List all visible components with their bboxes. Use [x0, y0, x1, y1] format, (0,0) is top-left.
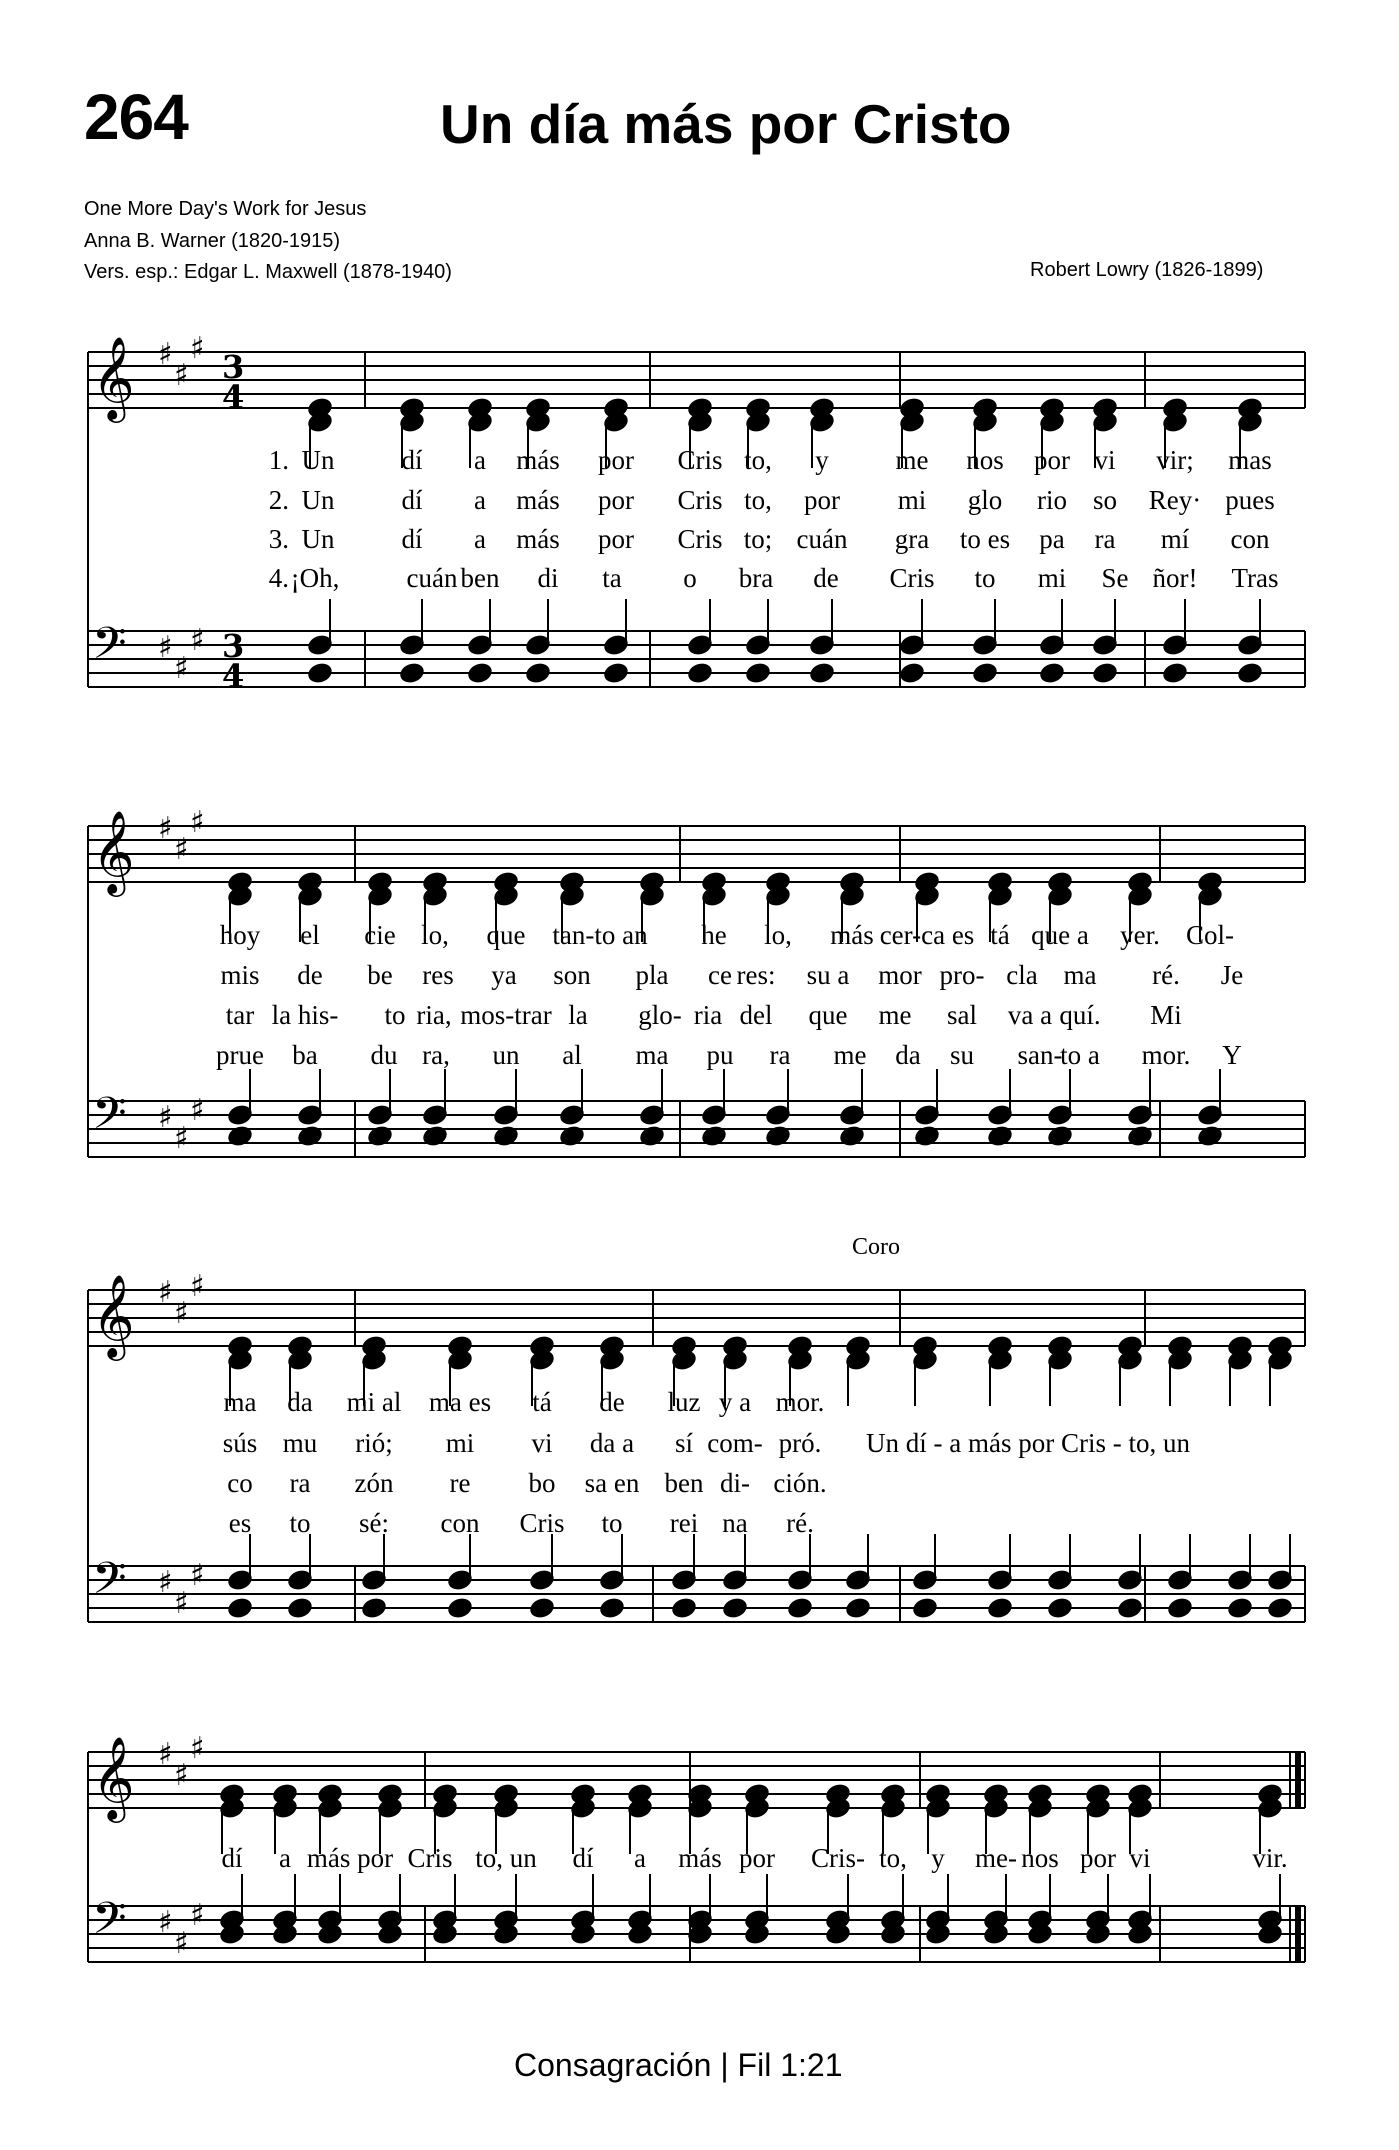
lyric-syllable: más	[516, 485, 560, 515]
lyric-syllable: vir.	[1252, 1843, 1288, 1873]
lyric-syllable: más por	[306, 1843, 394, 1873]
lyric-syllable: pró.	[778, 1428, 822, 1458]
lyric-syllable: pu	[706, 1040, 734, 1070]
note-head	[912, 1597, 938, 1620]
hymn-title: Un día más por Cristo	[440, 93, 1012, 155]
lyric-syllable: na	[722, 1508, 748, 1538]
lyric-syllable: sal	[947, 1000, 977, 1030]
lyric-syllable: ba	[292, 1040, 318, 1070]
lyric-syllable: ¡Oh,	[290, 563, 340, 593]
lyric-syllable: to,	[744, 485, 772, 515]
sharp-icon: ♯	[158, 811, 173, 846]
lyric-syllable: san-	[1017, 1040, 1063, 1070]
lyric-syllable: da	[895, 1040, 921, 1070]
lyric-syllable: mor	[878, 960, 922, 990]
lyric-syllable: más	[678, 1843, 722, 1873]
lyric-syllable: res:	[736, 960, 776, 990]
sharp-icon: ♯	[158, 1737, 173, 1772]
note-head	[361, 1597, 387, 1620]
sharp-icon: ♯	[174, 1758, 189, 1793]
lyric-syllable: pa	[1039, 524, 1065, 554]
lyric-syllable: Se	[1101, 563, 1129, 593]
note-head	[1267, 1597, 1293, 1620]
note-head	[1237, 662, 1263, 685]
sharp-icon: ♯	[158, 1565, 173, 1600]
lyric-syllable: ce	[708, 960, 732, 990]
note-head	[687, 662, 713, 685]
lyric-syllable: dí	[221, 1843, 243, 1873]
lyric-syllable: da a	[589, 1428, 635, 1458]
lyric-syllable: re	[449, 1468, 471, 1498]
bass-clef-icon: 𝄢	[92, 1552, 127, 1615]
lyric-syllable: rei	[669, 1508, 699, 1538]
lyric-syllable: rio	[1037, 485, 1067, 515]
lyric-syllable: mos-trar	[460, 1000, 552, 1030]
lyric-syllable: to;	[743, 524, 773, 554]
lyric-syllable: sús	[222, 1428, 258, 1458]
lyric-syllable: sa en	[584, 1468, 640, 1498]
lyric-syllable: ra	[289, 1468, 311, 1498]
lyric-syllable: vir;	[1156, 445, 1194, 475]
time-signature-bottom: 4	[222, 378, 245, 416]
treble-clef-icon: 𝄞	[92, 809, 135, 893]
note-head	[671, 1597, 697, 1620]
lyric-syllable: ya	[491, 960, 517, 990]
lyric-syllable: la his-	[271, 1000, 339, 1030]
lyric-syllable: ben	[460, 563, 500, 593]
note-head	[603, 662, 629, 685]
sharp-icon: ♯	[190, 1731, 205, 1766]
lyric-syllable: mi	[897, 485, 927, 515]
treble-clef-icon: 𝄞	[92, 335, 135, 419]
treble-clef-icon: 𝄞	[92, 1273, 135, 1357]
note-head	[1167, 1597, 1193, 1620]
lyric-syllable: ria,	[416, 1000, 452, 1030]
lyric-syllable: bra	[738, 563, 774, 593]
lyric-syllable: di	[537, 563, 559, 593]
lyric-syllable: dí	[572, 1843, 594, 1873]
lyric-syllable: Y	[1222, 1040, 1242, 1070]
lyric-syllable: me	[895, 445, 929, 475]
lyric-syllable: ñor!	[1152, 563, 1198, 593]
lyric-syllable: me-	[975, 1843, 1017, 1873]
lyric-syllable: dí	[401, 485, 423, 515]
hymn-number: 264	[84, 81, 188, 153]
note-head	[227, 1597, 253, 1620]
lyric-syllable: vi	[1094, 445, 1116, 475]
lyric-syllable: más	[830, 920, 874, 950]
note-head	[722, 1597, 748, 1620]
lyric-syllable: com-	[707, 1428, 763, 1458]
lyric-syllable: tá	[532, 1387, 552, 1417]
note-head	[1047, 1597, 1073, 1620]
lyric-syllable: Un	[301, 485, 335, 515]
lyric-syllable: Un	[301, 445, 335, 475]
sharp-icon: ♯	[174, 1296, 189, 1331]
note-head	[467, 662, 493, 685]
footer-topic-reference: Consagración | Fil 1:21	[514, 2047, 843, 2083]
sharp-icon: ♯	[174, 358, 189, 393]
sharp-icon: ♯	[190, 623, 205, 658]
lyric-syllable: glo	[967, 485, 1003, 515]
lyric-syllable: zón	[354, 1468, 394, 1498]
lyric-syllable: vi	[1129, 1843, 1151, 1873]
lyric-syllable: to, un	[475, 1843, 537, 1873]
sharp-icon: ♯	[190, 805, 205, 840]
lyric-syllable: Cris	[677, 485, 723, 515]
lyric-syllable: Cris	[677, 445, 723, 475]
sharp-icon: ♯	[174, 832, 189, 867]
chorus-label: Coro	[852, 1234, 900, 1260]
verse-number-1: 1.	[268, 445, 289, 475]
lyric-syllable: be	[367, 960, 393, 990]
sharp-icon: ♯	[174, 1586, 189, 1621]
lyric-syllable: tá	[990, 920, 1010, 950]
lyric-syllable: tan-to an	[552, 920, 648, 950]
lyric-syllable: de	[813, 563, 839, 593]
bass-clef-icon: 𝄢	[92, 617, 127, 680]
lyric-syllable: ma	[1063, 960, 1097, 990]
lyric-syllable: mi	[445, 1428, 475, 1458]
lyric-syllable: Rey·	[1148, 485, 1202, 515]
author-credit: Anna B. Warner (1820-1915)	[84, 230, 341, 252]
lyric-syllable: y	[815, 445, 829, 475]
verse-number-2: 2.	[268, 485, 289, 515]
lyric-syllable: res	[422, 960, 454, 990]
sharp-icon: ♯	[190, 1093, 205, 1128]
lyric-syllable: di-	[720, 1468, 750, 1498]
lyric-syllable: to es	[959, 524, 1011, 554]
lyric-syllable: su a	[806, 960, 850, 990]
lyric-syllable: nos	[1021, 1843, 1059, 1873]
lyric-syllable: al	[562, 1040, 582, 1070]
lyric-syllable: va a	[1007, 1000, 1053, 1030]
sharp-icon: ♯	[174, 1926, 189, 1961]
lyric-syllable: to a	[1060, 1040, 1100, 1070]
lyric-syllable: pla	[635, 960, 669, 990]
note-head	[1117, 1597, 1143, 1620]
lyric-syllable: sé:	[359, 1508, 389, 1538]
lyric-syllable: es	[228, 1508, 252, 1538]
lyric-syllable: del	[739, 1000, 773, 1030]
chorus-lyric-line: Un dí - a más por Cris - to, un	[866, 1428, 1190, 1458]
treble-staff	[88, 805, 1305, 897]
lyric-syllable: to	[974, 563, 996, 593]
translator-credit: Vers. esp.: Edgar L. Maxwell (1878-1940)	[84, 261, 452, 283]
lyric-syllable: Cris	[407, 1843, 453, 1873]
sharp-icon: ♯	[158, 1100, 173, 1135]
lyric-syllable: Tras	[1231, 563, 1279, 593]
lyric-syllable: un	[492, 1040, 520, 1070]
note-head	[787, 1597, 813, 1620]
lyric-syllable: ré.	[1152, 960, 1180, 990]
lyric-syllable: a	[474, 524, 486, 554]
lyric-syllable: cuán	[796, 524, 848, 554]
lyric-syllable: tar	[225, 1000, 255, 1030]
lyric-syllable: o	[683, 563, 697, 593]
lyric-syllable: Col-	[1185, 920, 1235, 950]
lyric-syllable: lo,	[764, 920, 792, 950]
english-title: One More Day's Work for Jesus	[84, 198, 367, 220]
lyric-syllable: gra	[894, 524, 930, 554]
lyric-syllable: mu	[282, 1428, 318, 1458]
lyric-syllable: a	[474, 445, 486, 475]
lyric-syllable: Cris	[677, 524, 723, 554]
lyric-syllable: de	[599, 1387, 625, 1417]
note-head	[399, 662, 425, 685]
lyric-syllable: mor.	[1141, 1040, 1191, 1070]
lyric-syllable: más	[516, 445, 560, 475]
note-head	[1162, 662, 1188, 685]
lyric-syllable: cuán	[406, 563, 458, 593]
note-head	[1039, 662, 1065, 685]
lyric-syllable: ma	[223, 1387, 257, 1417]
lyric-syllable: mis	[220, 960, 260, 990]
sharp-icon: ♯	[158, 337, 173, 372]
note-head	[1092, 662, 1118, 685]
lyric-syllable: son	[553, 960, 591, 990]
lyric-syllable: he	[701, 920, 727, 950]
lyric-syllable: ción.	[773, 1468, 827, 1498]
lyric-syllable: to	[601, 1508, 623, 1538]
lyric-syllable: yer.	[1120, 920, 1160, 950]
lyric-syllable: ria	[693, 1000, 723, 1030]
note-head	[447, 1597, 473, 1620]
time-signature-top: 3	[222, 348, 245, 386]
lyric-syllable: por	[598, 445, 634, 475]
lyric-syllable: rió;	[355, 1428, 393, 1458]
lyric-syllable: luz	[667, 1387, 701, 1417]
lyric-syllable: por	[1080, 1843, 1116, 1873]
lyric-syllable: con	[1230, 524, 1270, 554]
sharp-icon: ♯	[190, 1558, 205, 1593]
sharp-icon: ♯	[190, 1269, 205, 1304]
lyric-syllable: mí	[1160, 524, 1190, 554]
lyric-syllable: so	[1092, 485, 1118, 515]
lyric-syllable: su	[949, 1040, 975, 1070]
lyric-syllable: por	[1034, 445, 1070, 475]
sharp-icon: ♯	[174, 1121, 189, 1156]
note-head	[599, 1597, 625, 1620]
lyric-syllable: du	[370, 1040, 398, 1070]
lyric-syllable: sí	[674, 1428, 694, 1458]
note-head	[529, 1597, 555, 1620]
sharp-icon: ♯	[190, 1898, 205, 1933]
lyric-syllable: con	[440, 1508, 480, 1538]
lyric-syllable: ré.	[786, 1508, 814, 1538]
lyric-syllable: pro-	[939, 960, 985, 990]
lyric-syllable: Je	[1220, 960, 1244, 990]
lyric-syllable: que	[808, 1000, 848, 1030]
lyric-syllable: to	[384, 1000, 406, 1030]
lyric-syllable: Mi	[1150, 1000, 1182, 1030]
verse-number-3: 3.	[268, 524, 289, 554]
lyric-syllable: mas	[1228, 445, 1272, 475]
note-head	[287, 1597, 313, 1620]
lyric-syllable: el	[300, 920, 320, 950]
lyric-syllable: a	[279, 1843, 291, 1873]
lyric-syllable: que a	[1031, 920, 1089, 950]
lyric-syllable: cer-ca es	[879, 920, 975, 950]
lyric-syllable: más	[516, 524, 560, 554]
lyric-syllable: ta	[602, 563, 622, 593]
note-head	[745, 662, 771, 685]
lyric-syllable: cie	[364, 920, 396, 950]
lyric-syllable: por	[598, 524, 634, 554]
lyric-syllable: por	[739, 1843, 775, 1873]
lyric-syllable: Cris	[889, 563, 935, 593]
lyric-syllable: mor.	[775, 1387, 825, 1417]
lyric-syllable: la	[568, 1000, 588, 1030]
note-head	[987, 1597, 1013, 1620]
lyric-syllable: pues	[1225, 485, 1275, 515]
treble-clef-icon: 𝄞	[92, 1735, 135, 1819]
bass-staff	[88, 1087, 1305, 1157]
lyric-syllable: por	[804, 485, 840, 515]
note-head	[845, 1597, 871, 1620]
lyric-syllable: ben	[664, 1468, 704, 1498]
lyric-syllable: que	[486, 920, 526, 950]
time-signature-bottom: 4	[222, 657, 245, 695]
note-head	[525, 662, 551, 685]
lyric-syllable: bo	[528, 1468, 556, 1498]
lyric-syllable: Cris-	[811, 1843, 865, 1873]
lyric-syllable: ra	[769, 1040, 791, 1070]
lyric-syllable: ra	[1094, 524, 1116, 554]
sharp-icon: ♯	[174, 651, 189, 686]
sharp-icon: ♯	[158, 1905, 173, 1940]
lyric-syllable: me	[878, 1000, 912, 1030]
lyric-syllable: to	[289, 1508, 311, 1538]
lyric-syllable: y a	[718, 1387, 752, 1417]
lyric-syllable: de	[297, 960, 323, 990]
sharp-icon: ♯	[190, 331, 205, 366]
lyric-syllable: ma es	[428, 1387, 492, 1417]
lyric-syllable: ra,	[422, 1040, 450, 1070]
note-head	[972, 662, 998, 685]
note-head	[1227, 1597, 1253, 1620]
note-head	[307, 662, 333, 685]
lyric-syllable: quí.	[1059, 1000, 1101, 1030]
lyric-syllable: prue	[216, 1040, 264, 1070]
lyric-syllable: nos	[966, 445, 1004, 475]
verse-number-4: 4.	[268, 563, 289, 593]
lyric-syllable: mi al	[346, 1387, 402, 1417]
lyric-syllable: lo,	[421, 920, 449, 950]
lyric-syllable: hoy	[219, 920, 261, 950]
lyric-syllable: vi	[531, 1428, 553, 1458]
lyric-syllable: ma	[635, 1040, 669, 1070]
lyric-syllable: Un	[301, 524, 335, 554]
lyric-syllable: dí	[401, 445, 423, 475]
sharp-icon: ♯	[158, 630, 173, 665]
note-head	[899, 662, 925, 685]
lyric-syllable: a	[474, 485, 486, 515]
lyric-syllable: glo-	[638, 1000, 682, 1030]
lyric-syllable: cla	[1006, 960, 1038, 990]
lyric-syllable: a	[634, 1843, 646, 1873]
composer-credit: Robert Lowry (1826-1899)	[1030, 259, 1264, 281]
lyric-syllable: dí	[401, 524, 423, 554]
lyric-syllable: por	[598, 485, 634, 515]
bass-clef-icon: 𝄢	[92, 1892, 127, 1955]
lyric-syllable: to,	[744, 445, 772, 475]
bass-clef-icon: 𝄢	[92, 1087, 127, 1150]
sharp-icon: ♯	[158, 1275, 173, 1310]
lyric-syllable: mi	[1037, 563, 1067, 593]
time-signature-top: 3	[222, 627, 245, 665]
lyric-syllable: y	[931, 1843, 945, 1873]
lyric-syllable: co	[227, 1468, 253, 1498]
lyric-syllable: Cris	[519, 1508, 565, 1538]
lyric-syllable: to,	[879, 1843, 907, 1873]
lyric-syllable: da	[287, 1387, 313, 1417]
note-head	[809, 662, 835, 685]
lyric-syllable: me	[833, 1040, 867, 1070]
